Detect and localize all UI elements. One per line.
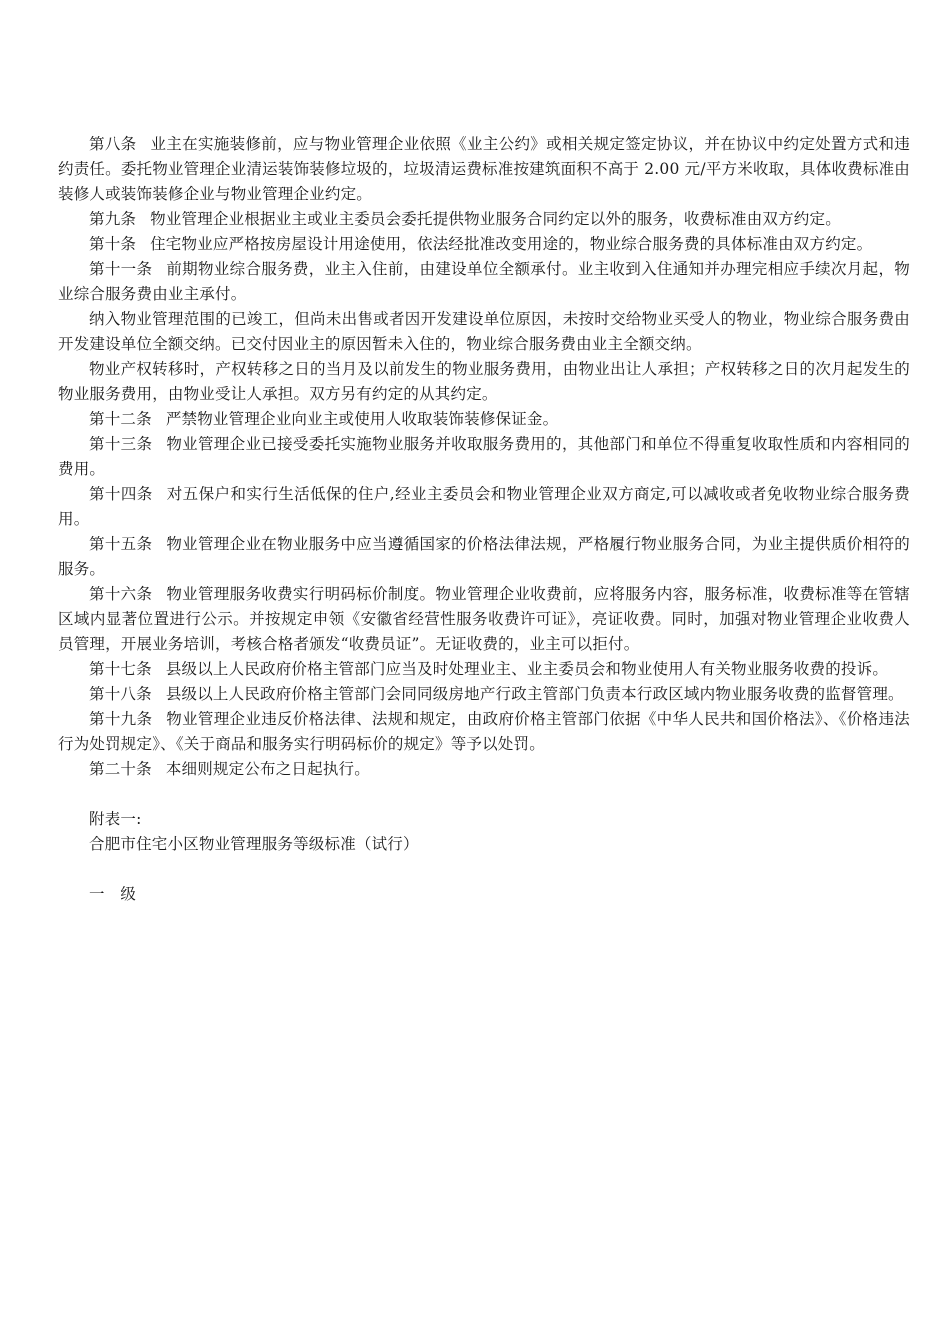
appendix-level-heading: 一 级 (89, 885, 137, 903)
document-page (58, 132, 910, 907)
article-number: 第十四条 (89, 485, 153, 503)
article-text: 物业管理服务收费实行明码标价制度。物业管理企业收费前，应将服务内容，服务标准，收费标准等在管辖区域内显著位置进行公示。并按规定申领《安徽省经营性服务收费许可证》，亮证收费。同时，加强对物业管理企业收费人员管理，开展业务培训，考核合格者颁发“收费员证”。无证收费的，业主可以拒付。 (58, 585, 910, 653)
article-text: 物业管理企业违反价格法律、法规和规定，由政府价格主管部门依据《中华人民共和国价格法》、《价格违法行为处罚规定》、《关于商品和服务实行明码标价的规定》等予以处罚。 (58, 710, 910, 753)
article-text: 严禁物业管理企业向业主或使用人收取装饰装修保证金。 (165, 410, 559, 428)
article-text: 物业管理企业在物业服务中应当遵循国家的价格法律法规，严格履行物业服务合同，为业主提供质价相符的服务。 (58, 535, 910, 578)
article-number: 第十七条 (89, 660, 152, 678)
article-11-para-3 (58, 357, 910, 407)
article-text: 物业产权转移时，产权转移之日的当月及以前发生的物业服务费用，由物业出让人承担；产权转移之日的次月起发生的物业服务费用，由物业受让人承担。双方另有约定的从其约定。 (58, 360, 910, 403)
article-10 (58, 232, 910, 257)
article-text: 本细则规定公布之日起执行。 (165, 760, 370, 778)
article-8 (58, 132, 910, 207)
article-19 (58, 707, 910, 757)
article-14 (58, 482, 910, 532)
article-13 (58, 432, 910, 482)
article-text: 物业管理企业已接受委托实施物业服务并收取服务费用的，其他部门和单位不得重复收取性质和内容相同的费用。 (58, 435, 910, 478)
article-text: 纳入物业管理范围的已竣工，但尚未出售或者因开发建设单位原因，未按时交给物业买受人的物业，物业综合服务费由开发建设单位全额交纳。已交付因业主的原因暂未入住的，物业综合服务费由业主全额交纳。 (58, 310, 910, 353)
article-9 (58, 207, 910, 232)
article-number: 第十一条 (89, 260, 153, 278)
article-text: 县级以上人民政府价格主管部门应当及时处理业主、业主委员会和物业使用人有关物业服务收费的投诉。 (165, 660, 889, 678)
article-number: 第十八条 (89, 685, 152, 703)
appendix-label: 附表一: (89, 810, 142, 828)
article-text: 住宅物业应严格按房屋设计用途使用，依法经批准改变用途的，物业综合服务费的具体标准由双方约定。 (150, 235, 873, 253)
article-number: 第十六条 (89, 585, 153, 603)
article-number: 第二十条 (89, 760, 152, 778)
article-number: 第十条 (89, 235, 137, 253)
article-text: 物业管理企业根据业主或业主委员会委托提供物业服务合同约定以外的服务，收费标准由双方约定。 (150, 210, 841, 228)
spacer (58, 782, 910, 807)
article-18 (58, 682, 910, 707)
article-20 (58, 757, 910, 782)
article-11 (58, 257, 910, 307)
article-number: 第九条 (89, 210, 137, 228)
article-number: 第十三条 (89, 435, 153, 453)
article-number: 第十九条 (89, 710, 153, 728)
appendix-title: 合肥市住宅小区物业管理服务等级标准（试行） (89, 835, 419, 853)
article-number: 第八条 (89, 135, 137, 153)
article-text: 对五保户和实行生活低保的住户,经业主委员会和物业管理企业双方商定,可以减收或者免收物业综合服务费用。 (58, 485, 910, 528)
article-11-para-2 (58, 307, 910, 357)
article-text: 前期物业综合服务费，业主入住前，由建设单位全额承付。业主收到入住通知并办理完相应手续次月起，物业综合服务费由业主承付。 (58, 260, 910, 303)
article-17 (58, 657, 910, 682)
article-number: 第十二条 (89, 410, 152, 428)
article-number: 第十五条 (89, 535, 153, 553)
article-text: 县级以上人民政府价格主管部门会同同级房地产行政主管部门负责本行政区域内物业服务收费的监督管理。 (165, 685, 904, 703)
article-text: 业主在实施装修前，应与物业管理企业依照《业主公约》或相关规定签定协议，并在协议中约定处置方式和违约责任。委托物业管理企业清运装饰装修垃圾的，垃圾清运费标准按建筑面积不高于 2.00 元/平方米收取，具体收费标准由装修人或装饰装修企业与物业管理企业约定。 (58, 135, 910, 203)
spacer (58, 857, 910, 882)
article-15 (58, 532, 910, 582)
article-12 (58, 407, 910, 432)
article-16 (58, 582, 910, 657)
